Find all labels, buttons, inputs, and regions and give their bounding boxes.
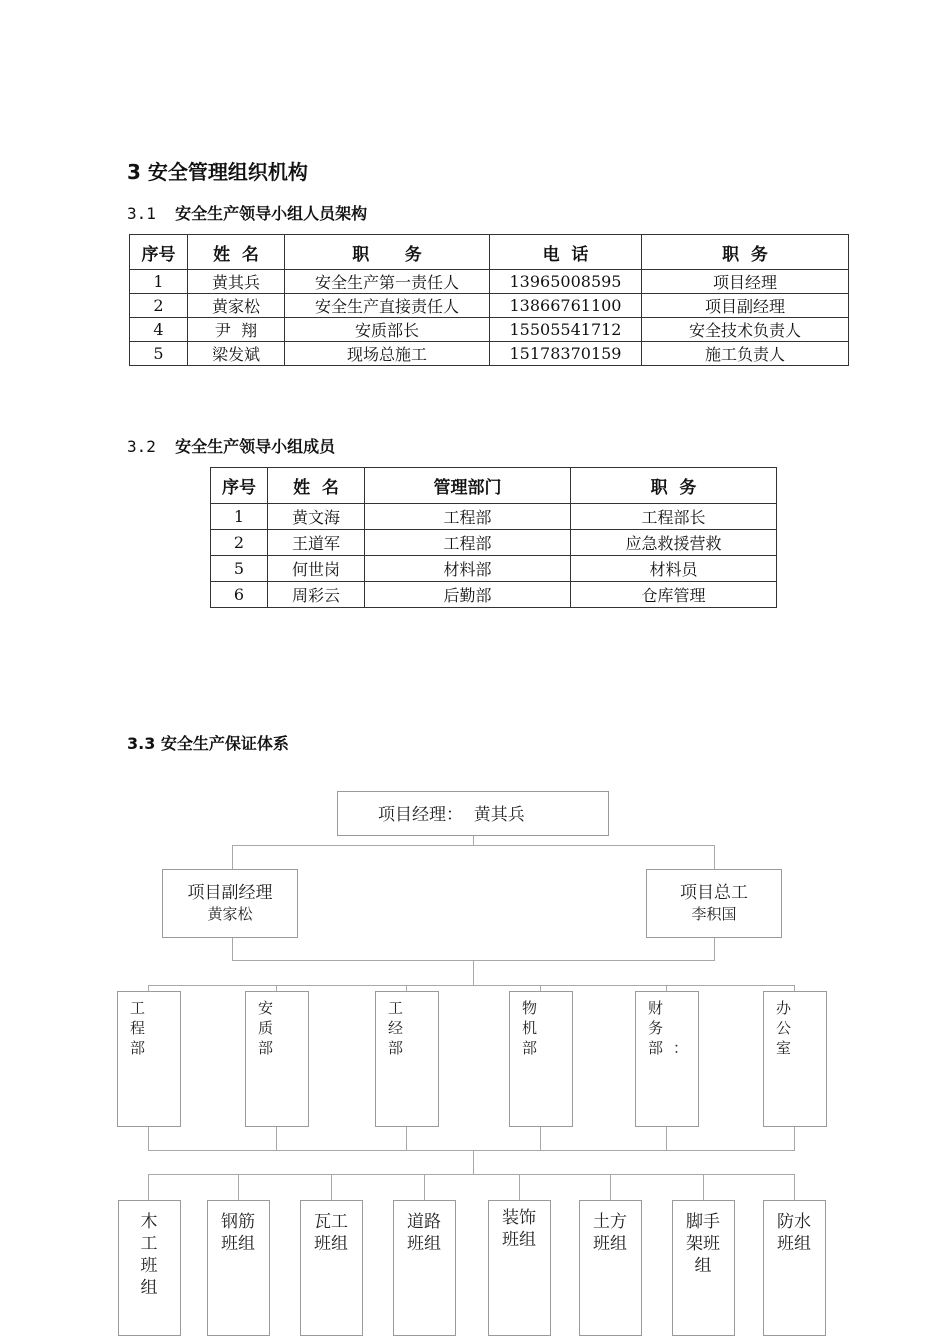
cell: 何世岗 [268, 556, 365, 582]
cell: 15178370159 [490, 342, 642, 366]
connector-line [473, 1150, 474, 1175]
connector-line [232, 845, 715, 846]
cell: 黄家松 [188, 294, 285, 318]
team-box [207, 1200, 270, 1336]
chief-engineer-title: 项目总工 [680, 883, 748, 903]
leadership-table [129, 234, 849, 366]
team-label: 装饰班组 [502, 1208, 536, 1250]
team-box [393, 1200, 456, 1336]
team-label: 木工班组 [140, 1212, 158, 1298]
table-header-row [130, 235, 849, 270]
subsection-3-2-heading [127, 434, 335, 457]
cell: 王道军 [268, 530, 365, 556]
connector-line [703, 1174, 704, 1200]
department-box [375, 991, 439, 1127]
deputy-manager-box [162, 869, 298, 938]
column-header: 职 务 [642, 235, 849, 270]
connector-line [148, 1150, 795, 1151]
subsection-3-3-heading: 3.3 安全生产保证体系 [127, 734, 289, 753]
connector-line [276, 1126, 277, 1151]
cell: 工程部 [365, 530, 571, 556]
team-box [118, 1200, 181, 1336]
team-box [579, 1200, 642, 1336]
table-row [211, 582, 777, 608]
connector-line [794, 1174, 795, 1200]
connector-line [519, 1174, 520, 1200]
team-label: 瓦工班组 [314, 1212, 348, 1254]
team-box [300, 1200, 363, 1336]
connector-line [666, 1126, 667, 1151]
subsection-number: 3.1 [127, 204, 156, 223]
team-label: 钢筋班组 [221, 1212, 255, 1254]
project-manager-box [337, 791, 609, 836]
department-label: 物机部 [522, 999, 548, 1057]
department-label: 办公室 [776, 999, 802, 1057]
connector-line [232, 937, 233, 961]
cell: 5 [130, 342, 188, 366]
section-title: 3 安全管理组织机构 [127, 160, 308, 184]
subsection-title: 安全生产领导小组人员架构 [175, 204, 368, 223]
team-box [672, 1200, 735, 1336]
cell: 6 [211, 582, 268, 608]
connector-line [148, 1174, 795, 1175]
connector-line [148, 985, 795, 986]
department-label: 工经部 [388, 999, 414, 1057]
table-row [211, 530, 777, 556]
connector-line [424, 1174, 425, 1200]
column-header: 职 务 [285, 235, 490, 270]
connector-line [232, 845, 233, 870]
department-label: 安质部 [258, 999, 284, 1057]
connector-line [794, 1126, 795, 1151]
team-box [763, 1200, 826, 1336]
connector-line [473, 960, 474, 986]
cell: 施工负责人 [642, 342, 849, 366]
connector-line [714, 937, 715, 961]
cell: 黄文海 [268, 504, 365, 530]
cell: 安全生产第一责任人 [285, 270, 490, 294]
cell: 1 [130, 270, 188, 294]
team-label: 道路班组 [407, 1212, 441, 1254]
subsection-title: 安全生产领导小组成员 [175, 437, 336, 456]
department-label: 工程部 [130, 999, 156, 1057]
cell: 安全技术负责人 [642, 318, 849, 342]
team-label: 土方班组 [593, 1212, 627, 1254]
department-box [117, 991, 181, 1127]
cell: 工程部 [365, 504, 571, 530]
cell: 现场总施工 [285, 342, 490, 366]
cell: 安质部长 [285, 318, 490, 342]
connector-line [714, 845, 715, 870]
table-row [130, 270, 849, 294]
cell: 工程部长 [571, 504, 777, 530]
table-row [211, 556, 777, 582]
cell: 安全生产直接责任人 [285, 294, 490, 318]
column-header: 职 务 [571, 468, 777, 504]
team-label: 防水班组 [777, 1212, 811, 1254]
column-header: 序号 [130, 235, 188, 270]
cell: 13965008595 [490, 270, 642, 294]
cell: 材料部 [365, 556, 571, 582]
connector-line [540, 1126, 541, 1151]
cell: 15505541712 [490, 318, 642, 342]
cell: 项目经理 [642, 270, 849, 294]
cell: 13866761100 [490, 294, 642, 318]
cell: 仓库管理 [571, 582, 777, 608]
cell: 黄其兵 [188, 270, 285, 294]
cell: 2 [130, 294, 188, 318]
column-header: 序号 [211, 468, 268, 504]
department-box [509, 991, 573, 1127]
cell: 2 [211, 530, 268, 556]
cell: 尹 翔 [188, 318, 285, 342]
connector-line [610, 1174, 611, 1200]
connector-line [148, 1174, 149, 1200]
cell: 梁发斌 [188, 342, 285, 366]
team-box [488, 1200, 551, 1336]
table-row [130, 318, 849, 342]
members-table [210, 467, 777, 608]
column-header: 电 话 [490, 235, 642, 270]
column-header: 姓 名 [188, 235, 285, 270]
project-manager-label: 项目经理： 黄其兵 [378, 805, 525, 825]
table-header-row [211, 468, 777, 504]
cell: 5 [211, 556, 268, 582]
department-box [245, 991, 309, 1127]
table-row [130, 342, 849, 366]
connector-line [406, 1126, 407, 1151]
subsection-number: 3.2 [127, 437, 156, 456]
cell: 4 [130, 318, 188, 342]
department-box [763, 991, 827, 1127]
deputy-manager-name: 黄家松 [207, 905, 253, 923]
department-box [635, 991, 699, 1127]
cell: 项目副经理 [642, 294, 849, 318]
deputy-manager-title: 项目副经理 [187, 883, 273, 903]
table-row [211, 504, 777, 530]
cell: 材料员 [571, 556, 777, 582]
chief-engineer-box [646, 869, 782, 938]
department-label: 财务部： [648, 999, 699, 1057]
cell: 1 [211, 504, 268, 530]
cell: 周彩云 [268, 582, 365, 608]
cell: 应急救援营救 [571, 530, 777, 556]
cell: 后勤部 [365, 582, 571, 608]
column-header: 管理部门 [365, 468, 571, 504]
connector-line [331, 1174, 332, 1200]
connector-line [238, 1174, 239, 1200]
table-row [130, 294, 849, 318]
team-label: 脚手架班组 [686, 1212, 720, 1276]
column-header: 姓 名 [268, 468, 365, 504]
subsection-3-1-heading [127, 201, 367, 224]
chief-engineer-name: 李积国 [691, 905, 737, 923]
connector-line [148, 1126, 149, 1151]
